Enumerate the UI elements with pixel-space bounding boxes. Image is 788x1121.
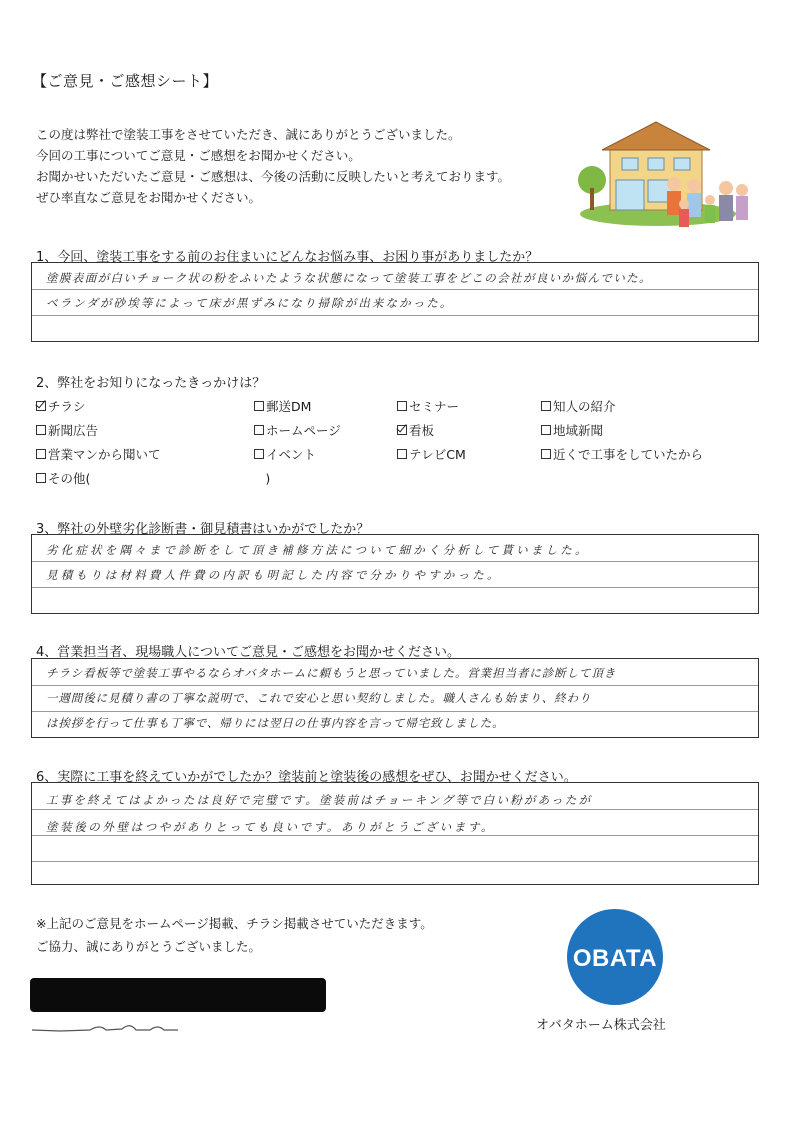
option-label: セミナー <box>409 399 460 414</box>
answer-box-1 <box>31 262 759 342</box>
intro-line: 今回の工事についてご意見・ご感想をお聞かせください。 <box>36 148 361 163</box>
answer-6-line: 塗装後の外壁はつやがありとっても良いです。ありがとうございます。 <box>46 820 496 834</box>
option-salesman[interactable] <box>36 445 161 463</box>
option-other[interactable] <box>36 469 270 487</box>
question-3: 3、弊社の外壁劣化診断書・御見積書はいかがでしたか？ <box>36 522 370 537</box>
option-label: 営業マンから聞いて <box>48 447 161 462</box>
option-label: テレビCM <box>409 447 466 462</box>
option-label: チラシ <box>48 399 86 414</box>
answer-3-line: 劣化症状を隅々まで診断をして頂き補修方法について細かく分析して貰いました。 <box>46 543 590 557</box>
option-tv-cm[interactable] <box>397 445 466 463</box>
option-seminar[interactable] <box>397 397 459 415</box>
checkbox[interactable] <box>541 449 551 459</box>
checkbox[interactable] <box>36 473 46 483</box>
intro-line: お聞かせいただいたご意見・ご感想は、今後の活動に反映したいと考えております。 <box>36 169 511 184</box>
answer-box-4 <box>31 658 759 738</box>
checkbox[interactable] <box>397 401 407 411</box>
option-newspaper-ad[interactable] <box>36 421 98 439</box>
checkbox-checked[interactable] <box>397 425 407 435</box>
checkbox-checked[interactable] <box>36 401 46 411</box>
option-label: 知人の紹介 <box>553 399 616 414</box>
checkbox[interactable] <box>36 449 46 459</box>
option-mail-dm[interactable] <box>254 397 311 415</box>
note-line: ご協力、誠にありがとうございました。 <box>36 939 262 954</box>
option-label: 近くで工事をしていたから <box>553 447 704 462</box>
checkbox[interactable] <box>254 425 264 435</box>
answer-box-6 <box>31 782 759 885</box>
checkbox[interactable] <box>36 425 46 435</box>
checkbox[interactable] <box>541 425 551 435</box>
answer-3-line: 見積もりは材料費人件費の内訳も明記した内容で分かりやすかった。 <box>46 568 502 582</box>
intro-line: ぜひ率直なご意見をお聞かせください。 <box>36 190 262 205</box>
option-label: 看板 <box>409 423 435 438</box>
option-event[interactable] <box>254 445 316 463</box>
redacted-signature <box>30 978 326 1012</box>
answer-box-3 <box>31 534 759 614</box>
company-name: オバタホーム株式会社 <box>536 1018 666 1033</box>
answer-4-line: は挨拶を行って仕事も丁寧で、帰りには翌日の仕事内容を言って帰宅致しました。 <box>46 716 505 730</box>
question-2: 2、弊社をお知りになったきっかけは？ <box>36 376 266 391</box>
option-label: 新聞広告 <box>48 423 99 438</box>
option-referral[interactable] <box>541 397 616 415</box>
logo-text: OBATA <box>572 945 658 972</box>
sheet-title: 【ご意見・ご感想シート】 <box>32 72 219 90</box>
option-flyer[interactable] <box>36 397 86 415</box>
option-label: その他( ) <box>48 471 271 486</box>
option-local-newspaper[interactable] <box>541 421 603 439</box>
option-nearby-work[interactable] <box>541 445 703 463</box>
checkbox[interactable] <box>254 401 264 411</box>
option-signboard[interactable] <box>397 421 434 439</box>
option-label: イベント <box>266 447 317 462</box>
signature-scribble <box>30 1018 180 1034</box>
answer-6-line: 工事を終えてはよかったは良好で完璧です。塗装前はチョーキング等で白い粉があったが <box>46 793 593 807</box>
option-label: 地域新聞 <box>553 423 604 438</box>
checkbox[interactable] <box>254 449 264 459</box>
question-6: 6、実際に工事を終えていかがでしたか？塗装前と塗装後の感想をぜひ、お聞かせください。 <box>36 770 577 785</box>
checkbox[interactable] <box>397 449 407 459</box>
checkbox[interactable] <box>541 401 551 411</box>
option-label: 郵送DM <box>266 399 312 414</box>
option-homepage[interactable] <box>254 421 341 439</box>
option-label: ホームページ <box>266 423 341 438</box>
question-1: 1、今回、塗装工事をする前のお住まいにどんなお悩み事、お困り事がありましたか？ <box>36 250 539 265</box>
publication-note <box>36 912 433 958</box>
intro-line: この度は弊社で塗装工事をさせていただき、誠にありがとうございました。 <box>36 127 461 142</box>
answer-1-line: 塗膜表面が白いチョーク状の粉をふいたような状態になって塗装工事をどこの会社が良いか悩んでいた。 <box>46 271 652 285</box>
answer-4-line: チラシ看板等で塗装工事やるならオバタホームに頼もうと思っていました。営業担当者に診断して頂き <box>46 666 617 680</box>
intro-text <box>36 124 510 208</box>
house-family-illustration <box>578 118 756 244</box>
note-line: ※上記のご意見をホームページ掲載、チラシ掲載させていただきます。 <box>36 916 433 931</box>
question-4: 4、営業担当者、現場職人についてご意見・ご感想をお聞かせください。 <box>36 645 461 660</box>
answer-4-line: 一週間後に見積り書の丁寧な説明で、これで安心と思い契約しました。職人さんも始まり、終わり <box>46 691 592 705</box>
answer-1-line: ベランダが砂埃等によって床が黒ずみになり掃除が出来なかった。 <box>46 296 454 310</box>
